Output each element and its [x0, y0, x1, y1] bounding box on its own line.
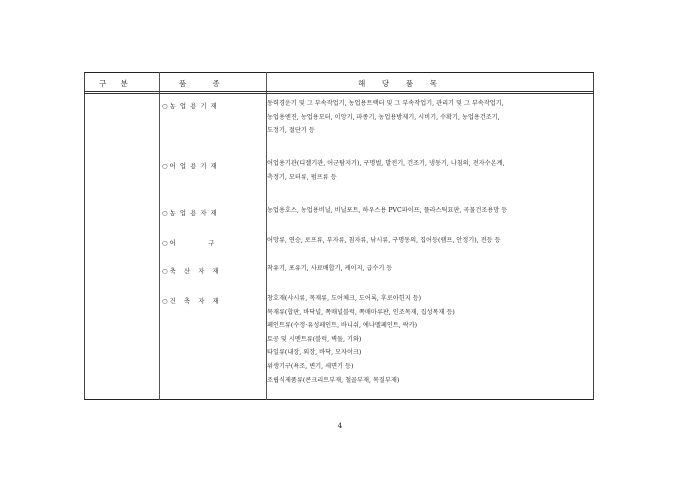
row-type-farm-machinery: ○ 농 업 용 기 재 — [162, 102, 217, 110]
row-type-livestock-materials: ○ 축 산 자 재 — [162, 267, 219, 275]
page-number: 4 — [337, 422, 343, 430]
item-line: 토공 및 시멘트류(블럭, 벽돌, 기와) — [267, 335, 362, 343]
header-divider — [84, 91, 594, 94]
header-category: 구 분 — [99, 79, 128, 88]
item-line: 페인트류(수정·유성페인트, 바니쉬, 에나멜페인트, 락카) — [267, 322, 418, 330]
row-items-building-materials — [267, 292, 593, 387]
row-items-farm-machinery — [267, 97, 593, 138]
row-type-fishing-machinery: ○ 어 업 용 기 재 — [162, 162, 217, 170]
row-type-building-materials: ○ 건 축 자 재 — [162, 297, 219, 305]
item-line: 창호재(샤시류, 목재류, 도어체크, 도어록, 후로아힌지 등) — [267, 295, 422, 302]
row-items-farm-materials — [267, 204, 593, 218]
row-type-farm-materials: ○ 농 업 용 자 재 — [162, 209, 217, 217]
item-line: 어망류, 연승, 로프류, 부자류, 침자류, 낚시류, 구명동의, 집어등(램프, 안정기), 전등 등 — [267, 237, 501, 244]
row-items-fishing-gear — [267, 234, 593, 248]
item-line: 목재류(합판, 바닥널, 쪽매널블럭, 쪽매마루판, 인조목재, 집성목재 등) — [267, 308, 455, 316]
item-line: 위생기구(욕조, 변기, 세면기 등) — [267, 362, 354, 370]
item-line: 어업용기관(디젤기관, 어군탐지기), 구명벌, 발전기, 건조기, 냉동기, 나침의, 전자수온계, — [267, 160, 505, 167]
item-line: 동력경운기 및 그 부속작업기, 농업용트랙터 및 그 부속작업기, 관리기 및 그 부속작업기, — [267, 100, 504, 107]
row-items-livestock-materials — [267, 262, 593, 276]
item-line: 착유기, 포유기, 사료배합기, 케이지, 급수기 등 — [267, 265, 393, 272]
item-line: 도정기, 절단기 등 — [267, 127, 315, 135]
header-type: 품 종 — [179, 79, 220, 88]
row-type-fishing-gear: ○ 어 구 — [162, 239, 215, 247]
item-line: 농업용호스, 농업용비닐, 비닐포트, 하우스용 PVC파이프, 플라스틱묘판, 곡물건조용망 등 — [267, 207, 508, 214]
item-line: 측정기, 모터류, 펌프류 등 — [267, 173, 337, 181]
item-line: 농업용엔진, 농업용모터, 이앙기, 파종기, 농업용방제기, 시비기, 수확기, 농업용건조기, — [267, 113, 500, 121]
item-line: 조립식제품류(콘크리트부재, 철골부재, 목질부재) — [267, 376, 400, 384]
column-divider — [159, 72, 160, 400]
row-items-fishing-machinery — [267, 157, 593, 184]
item-line: 타일류(내장, 외장, 바닥, 모자이크) — [267, 349, 362, 357]
header-items: 해 당 품 목 — [358, 79, 438, 88]
